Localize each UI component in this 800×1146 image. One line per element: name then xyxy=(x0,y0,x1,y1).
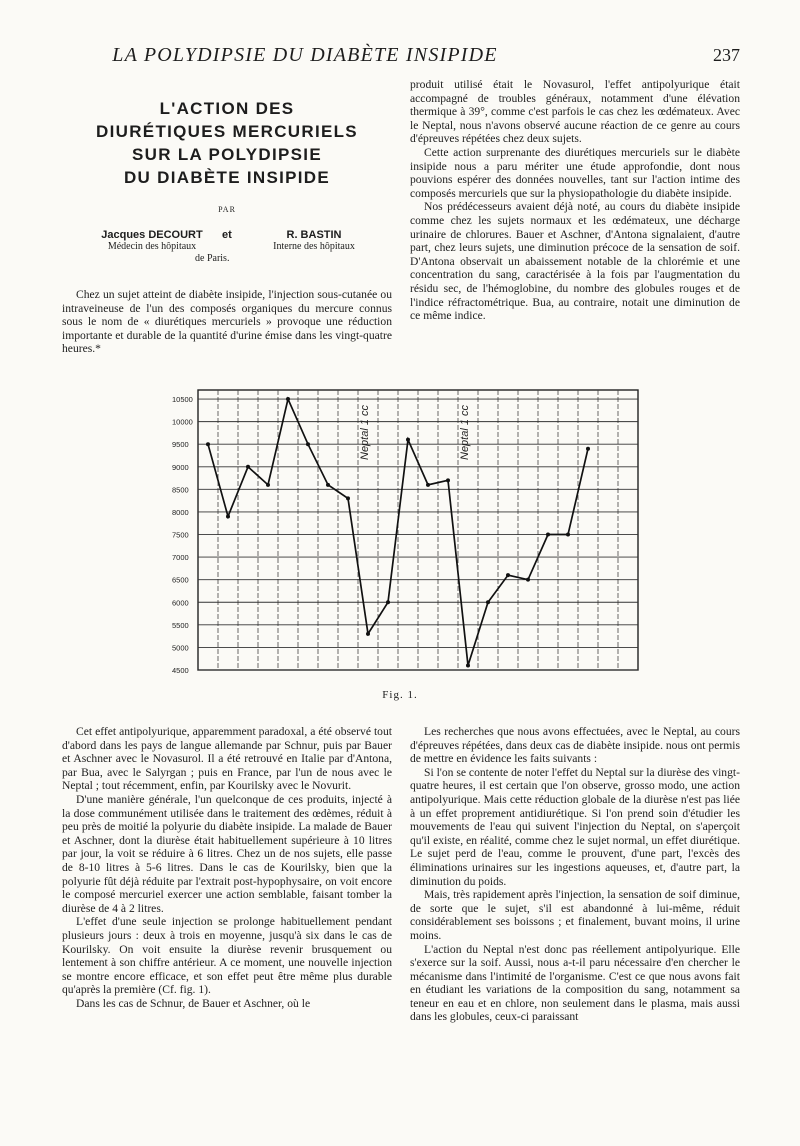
data-point xyxy=(546,533,550,537)
data-point xyxy=(486,600,490,604)
y-tick-label: 7500 xyxy=(172,530,189,540)
column-right-bottom xyxy=(410,725,740,1024)
author-2-role: Interne des hôpitaux xyxy=(273,241,355,252)
title-line: L'ACTION DES xyxy=(159,99,295,118)
data-point xyxy=(566,533,570,537)
paragraph: Mais, très rapidement après l'injection, la sensation de soif diminue, de sorte que le sujet, s'il est abandonné à lui-même, réduit considérablement ses boissons ; et finalement, buvant moins, il urine moins. xyxy=(410,888,740,942)
data-point xyxy=(446,478,450,482)
y-tick-label: 9000 xyxy=(172,462,189,472)
y-tick-label: 7000 xyxy=(172,553,189,563)
title-line: DU DIABÈTE INSIPIDE xyxy=(123,168,331,187)
y-tick-label: 9500 xyxy=(172,440,189,450)
author-1-role: Médecin des hôpitaux xyxy=(107,241,197,252)
data-point xyxy=(466,663,470,667)
y-tick-label: 8000 xyxy=(172,507,189,517)
annotation-label: Neptal 1 cc xyxy=(359,404,371,460)
column-right-top xyxy=(410,78,740,323)
paragraph: Si l'on se contente de noter l'effet du Neptal sur la diurèse des vingt-quatre heures, il est certain que l'on observe, grosso modo, une action antipolyurique. Mais cette réduction globale de la diurèse n'est pas liée à un effet proprement antidiurétique. Si l'on prend soin d'étudier les mouvements de l'eau qui suivent l'injection du Neptal, on s'aperçoit qu'il existe, en réalité, comme chez le sujet normal, un effet diurétique. Le sujet perd de l'eau, comme le prouvent, d'une part, l'excès des éliminations urinaires sur les ingestions aqueuses, et, d'autre part, la diminution du poids. xyxy=(410,765,740,888)
y-tick-label: 8500 xyxy=(172,485,189,495)
data-point xyxy=(586,447,590,451)
y-tick-label: 10500 xyxy=(172,395,193,405)
byline-place: de Paris. xyxy=(195,253,230,264)
data-point xyxy=(326,483,330,487)
author-conjunction: et xyxy=(222,229,232,241)
data-point xyxy=(346,496,350,500)
y-tick-label: 10000 xyxy=(172,417,193,427)
data-point xyxy=(366,632,370,636)
data-point xyxy=(286,397,290,401)
annotation-label: Neptal 1 cc xyxy=(459,404,471,460)
paragraph: Cet effet antipolyurique, apparemment paradoxal, a été observé tout d'abord dans les pays de langue allemande par Schnur, puis par Bauer et Aschner avec le Novasurol. Il a été retrouvé en Italie par d'Antona, par Bua, avec le Salyrgan ; puis en France, par l'un de nous avec le Neptal ; tout récemment, enfin, par Kourilsky avec le Novurit. xyxy=(62,725,392,793)
chart-svg xyxy=(150,385,650,680)
paragraph: L'action du Neptal n'est donc pas réellement antipolyurique. Elle s'exerce sur la soif. Aussi, nous a-t-il paru nécessaire d'en chercher le mécanisme dans l'intimité de l'organisme. C'est ce que nous avons fait en étudiant les variations de la composition du sang, notamment sa teneur en eau et en chlore, non seulement dans le plasma, mais aussi dans les globules, ceux-ci paraissant xyxy=(410,942,740,1024)
figure-caption: Fig. 1. xyxy=(382,689,418,701)
data-point xyxy=(386,600,390,604)
title-line: SUR LA POLYDIPSIE xyxy=(132,145,322,164)
author-2 xyxy=(234,229,394,253)
data-point xyxy=(306,442,310,446)
paragraph: L'effet d'une seule injection se prolonge habituellement pendant plusieurs jours : deux à trois en moyenne, jusqu'à six dans le cas de Kourilsky. On voit ensuite la diurèse revenir brusquement ou lentement à son chiffre antérieur. A ce moment, une nouvelle injection se montre encore efficace, et son effet peut être même plus durable qu'après la première (Cf. fig. 1). xyxy=(62,915,392,997)
author-2-name: R. BASTIN xyxy=(286,229,342,241)
data-point xyxy=(266,483,270,487)
column-left-bottom xyxy=(62,725,392,1010)
data-point xyxy=(406,438,410,442)
byline-par: PAR xyxy=(218,205,236,214)
paragraph: D'une manière générale, l'un quelconque de ces produits, injecté à la dose communément utilisée dans le traitement des œdèmes, réduit à peu près de moitié la polyurie du diabète insipide. La malade de Bauer et Aschner, dont la diurèse était habituellement supérieure à 10 litres par jour, la voit se réduire à 6 litres. Chez un de nos sujets, elle passe de 8-10 litres à 5-6 litres. Dans le cas de Kourilsky, bien que la polyurie fût déjà réduite par l'extrait post-hypophysaire, on voit encore le composé mercuriel exercer une action semblable, faisant tomber la diurèse de 4 à 2 litres. xyxy=(62,792,392,915)
y-tick-label: 5000 xyxy=(172,643,189,653)
paragraph: produit utilisé était le Novasurol, l'effet antipolyurique était accompagné de troubles généraux, notamment d'une élévation thermique à 39°, comme c'est parfois le cas chez les œdémateux. Avec le Neptal, nous n'avons observé aucune réaction de ce genre au cours d'épreuves répétées chez deux sujets. xyxy=(410,78,740,146)
page-number: 237 xyxy=(713,45,740,65)
data-point xyxy=(426,483,430,487)
y-tick-label: 6000 xyxy=(172,598,189,608)
running-title: LA POLYDIPSIE DU DIABÈTE INSIPIDE xyxy=(112,44,498,66)
data-point xyxy=(226,514,230,518)
paragraph: Dans les cas de Schnur, de Bauer et Aschner, où le xyxy=(76,996,311,1010)
y-tick-label: 5500 xyxy=(172,620,189,630)
column-left-top xyxy=(62,288,392,356)
paragraph: Nos prédécesseurs avaient déjà noté, au cours du diabète insipide comme chez les sujets normaux et les œdémateux, une décharge urinaire de chlorures. Bauer et Aschner, d'Antona signalaient, d'autre part, chez leurs sujets, une diminution précoce de la sensation de soif. D'Antona observait un abaissement notable de la chlorémie et une concentration du sang, caractérisée à la fois par l'augmentation du résidu sec, de l'hémoglobine, du nombre des globules rouges et de l'indice réfractométrique. Bua, au contraire, notait une diminution de ce même indice. xyxy=(410,200,740,323)
author-1 xyxy=(72,229,232,253)
title-line: DIURÉTIQUES MERCURIELS xyxy=(96,122,358,141)
data-point xyxy=(506,573,510,577)
paragraph: Cette action surprenante des diurétiques mercuriels sur le diabète insipide nous a paru mériter une étude approfondie, dont nous pouvions espérer des données nouvelles, tant sur l'action intime des composés mercuriels que sur la physiopathologie du diabète insipide. xyxy=(410,145,740,200)
author-1-name: Jacques DECOURT xyxy=(101,229,203,241)
data-point xyxy=(246,465,250,469)
data-point xyxy=(206,442,210,446)
y-tick-label: 4500 xyxy=(172,666,189,675)
article-title xyxy=(62,97,392,189)
y-tick-label: 6500 xyxy=(172,575,189,585)
figure-1-chart xyxy=(150,385,650,680)
paragraph: Chez un sujet atteint de diabète insipide, l'injection sous-cutanée ou intraveineuse de l'un des composés organiques du mercure connus sous le nom de « diurétiques mercuriels » provoque une réduction importante et durable de la quantité d'urine émise dans les vingt-quatre heures.* xyxy=(62,288,392,356)
data-point xyxy=(526,578,530,582)
paragraph: Les recherches que nous avons effectuées, avec le Neptal, au cours d'épreuves répétées, dans deux cas de diabète insipide. nous ont permis de mettre en évidence les faits suivants : xyxy=(410,725,740,766)
